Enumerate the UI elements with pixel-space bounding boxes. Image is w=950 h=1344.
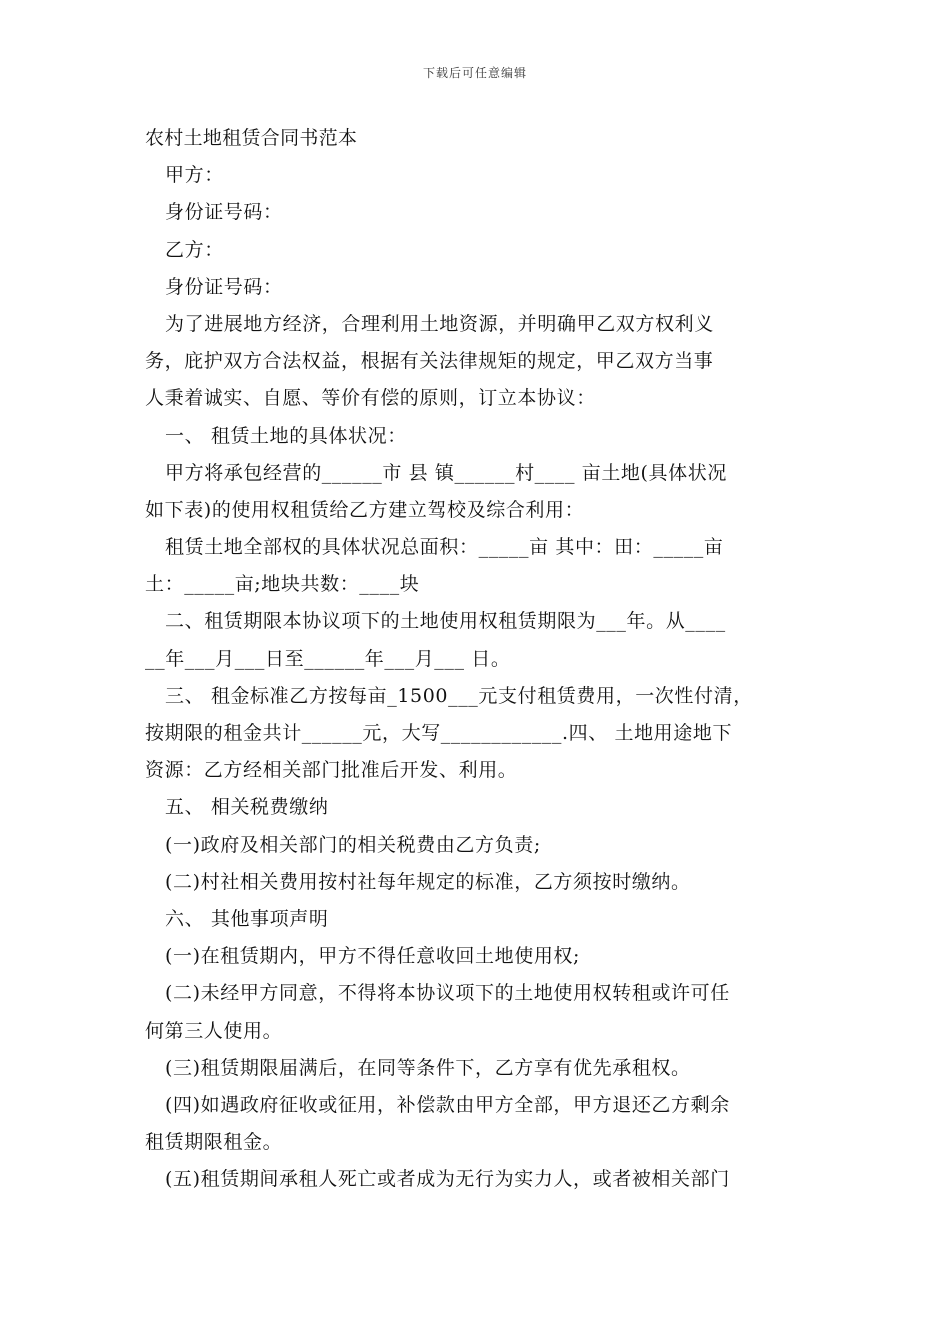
page-header-note: 下载后可任意编辑 [422,66,527,80]
document-line: (二)未经甲方同意，不得将本协议项下的土地使用权转租或许可任 [165,982,730,1005]
document-line: 资源：乙方经相关部门批准后开发、利用。 [145,759,518,782]
document-line: (一)政府及相关部门的相关税费由乙方负责; [165,833,541,856]
document-body [145,157,807,1198]
document-line: 三、 租金标准乙方按每亩_1500___元支付租赁费用，一次性付清， [165,684,753,707]
document-line: (二)村社相关费用按村社每年规定的标准，乙方须按时缴纳。 [165,870,691,893]
document-line: 身份证号码： [165,275,283,298]
document-title: 农村土地租赁合同书范本 [145,127,358,149]
document-line: (四)如遇政府征收或征用，补偿款由甲方全部，甲方退还乙方剩余 [165,1093,730,1116]
document-line: 务，庇护双方合法权益，根据有关法律规矩的规定，甲乙双方当事 [145,350,714,373]
document-line: 人秉着诚实、自愿、等价有偿的原则，订立本协议： [145,387,596,410]
document-line: 一、 租赁土地的具体状况： [165,424,407,447]
document-line: 土：_____亩;地块共数：____块 [145,573,420,596]
document-line: (三)租赁期限届满后，在同等条件下，乙方享有优先承租权。 [165,1056,691,1079]
document-line: 乙方： [165,238,224,261]
document-line: (五)租赁期间承租人死亡或者成为无行为实力人，或者被相关部门 [165,1168,730,1191]
document-line: 租赁土地全部权的具体状况总面积：_____亩 其中：田：_____亩 [165,536,724,559]
document-line: 租赁期限租金。 [145,1131,283,1154]
document-line: 身份证号码： [165,201,283,224]
contract-document [145,120,807,1198]
document-line: 甲方将承包经营的______市 县 镇______村____ 亩土地(具体状况 [165,461,727,484]
document-line: 何第三人使用。 [145,1019,283,1042]
document-line: 二、租赁期限本协议项下的土地使用权租赁期限为___年。从____ [165,610,726,633]
document-line: __年___月___日至______年___月___ 日。 [145,647,511,670]
document-line: 为了进展地方经济，合理利用土地资源，并明确甲乙双方权利义 [165,312,714,335]
document-line: 如下表)的使用权租赁给乙方建立驾校及综合利用： [145,498,585,521]
document-line: 按期限的租金共计______元，大写____________.四、 土地用途地下 [145,722,733,744]
document-line: 五、 相关税费缴纳 [165,796,329,819]
document-line: 六、 其他事项声明 [165,907,329,930]
document-line: (一)在租赁期内，甲方不得任意收回土地使用权; [165,945,581,968]
document-line: 甲方： [165,164,224,187]
